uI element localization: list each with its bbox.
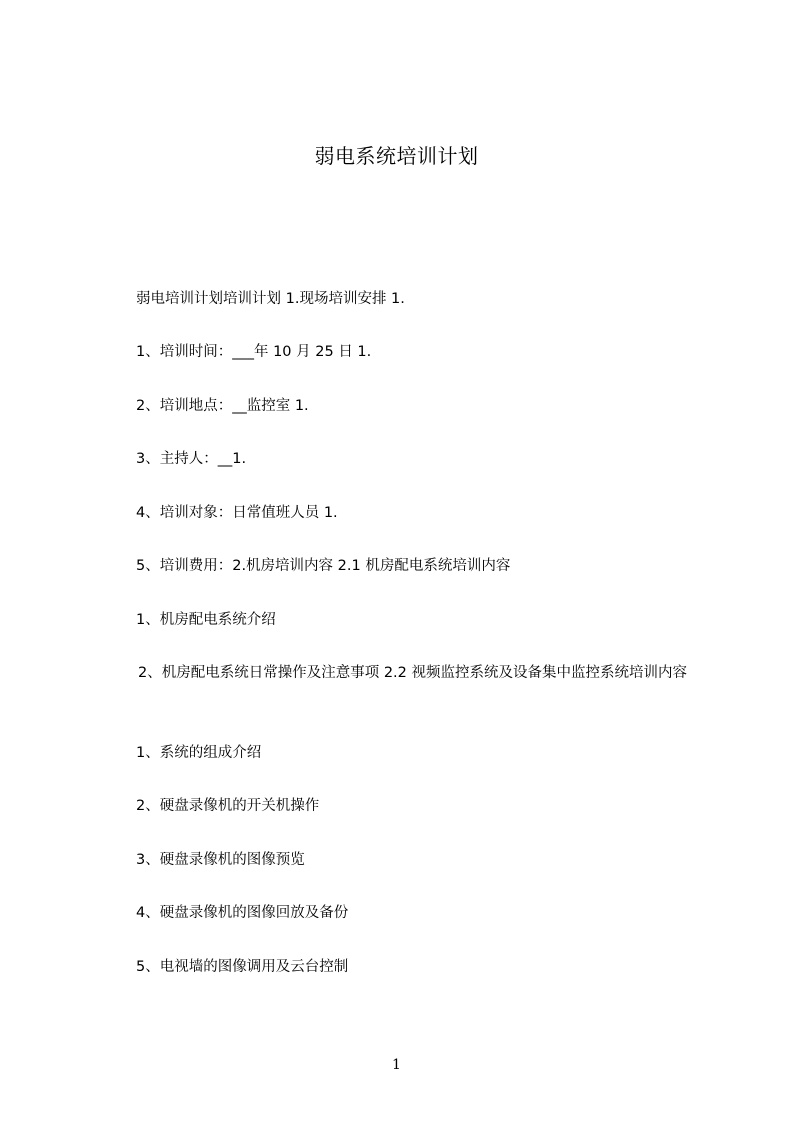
paragraph-audience: 4、培训对象：日常值班人员 1. bbox=[136, 505, 338, 521]
paragraph-dvr-power: 2、硬盘录像机的开关机操作 bbox=[136, 798, 320, 814]
paragraph-host: 3、主持人：__1. bbox=[136, 451, 247, 467]
paragraph-power-intro: 1、机房配电系统介绍 bbox=[136, 612, 276, 628]
paragraph-dvr-playback: 4、硬盘录像机的图像回放及备份 bbox=[136, 905, 349, 921]
paragraph-power-operation: 2、机房配电系统日常操作及注意事项 2.2 视频监控系统及设备集中监控系统培训内容 bbox=[138, 665, 688, 681]
paragraph-system-intro: 1、系统的组成介绍 bbox=[136, 745, 262, 761]
paragraph-training-time: 1、培训时间：___年 10 月 25 日 1. bbox=[136, 344, 372, 360]
paragraph-intro: 弱电培训计划培训计划 1.现场培训安排 1. bbox=[136, 291, 405, 307]
paragraph-video-wall: 5、电视墙的图像调用及云台控制 bbox=[136, 959, 349, 975]
document-title: 弱电系统培训计划 bbox=[314, 144, 479, 168]
page-number: 1 bbox=[392, 1057, 401, 1073]
paragraph-cost: 5、培训费用：2.机房培训内容 2.1 机房配电系统培训内容 bbox=[136, 558, 511, 574]
paragraph-training-location: 2、培训地点：__监控室 1. bbox=[136, 398, 309, 414]
paragraph-dvr-preview: 3、硬盘录像机的图像预览 bbox=[136, 852, 305, 868]
